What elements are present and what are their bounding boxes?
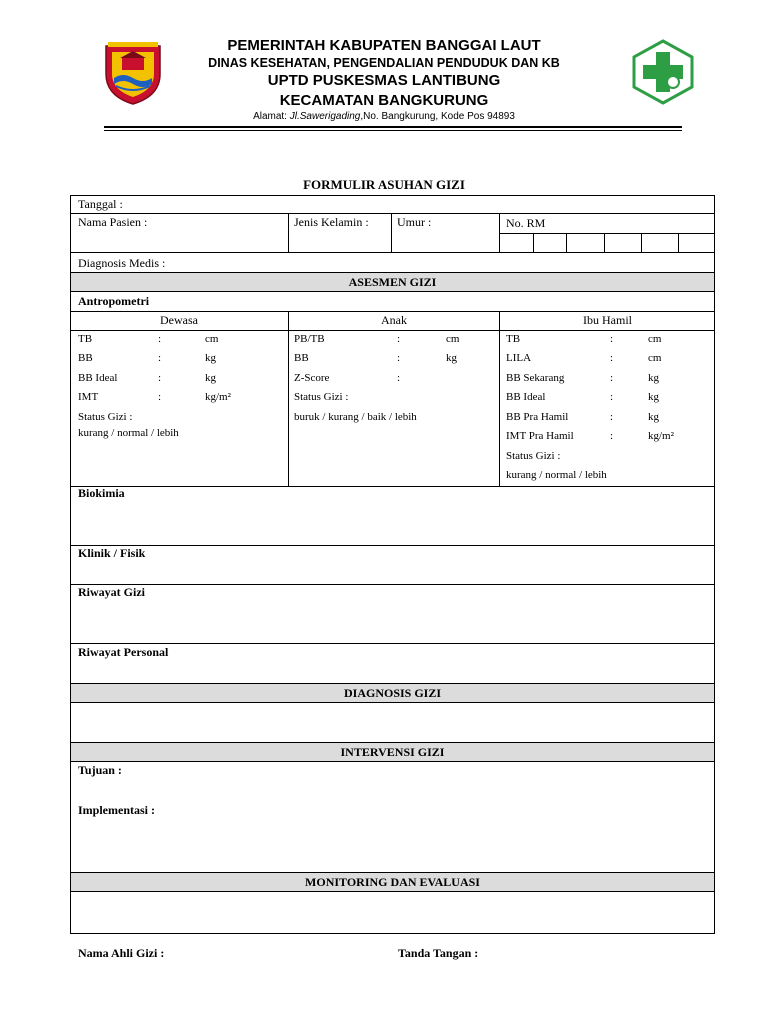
- umur-field[interactable]: Umur :: [397, 215, 432, 229]
- ibu-bb-ideal-unit: kg: [648, 391, 659, 403]
- nama-pasien-field[interactable]: Nama Pasien :: [78, 215, 148, 229]
- anak-pbtb-label: PB/TB: [294, 333, 325, 345]
- dewasa-tb-label: TB: [78, 333, 93, 345]
- anak-status-options[interactable]: buruk / kurang / baik / lebih: [294, 411, 417, 423]
- row-divider: [70, 545, 715, 546]
- ibu-bb-pra-hamil-label: BB Pra Hamil: [506, 411, 569, 423]
- row-divider: [70, 891, 715, 892]
- rm-box-divider: [604, 233, 605, 252]
- colon: :: [158, 391, 162, 403]
- tanda-tangan-label: Tanda Tangan :: [398, 946, 479, 960]
- district-title: KECAMATAN BANGKURUNG: [279, 92, 489, 109]
- section-intervensi-gizi: INTERVENSI GIZI: [71, 743, 714, 761]
- department-title: DINAS KESEHATAN, PENGENDALIAN PENDUDUK DAN KB: [208, 56, 560, 70]
- address: Alamat: Jl.Sawerigading,No. Bangkurung, Kode Pos 94893: [253, 111, 515, 122]
- tanggal-field[interactable]: Tanggal :: [78, 197, 123, 211]
- rm-box-divider: [533, 233, 534, 252]
- colon: :: [397, 333, 401, 345]
- section-diagnosis-gizi: DIAGNOSIS GIZI: [71, 684, 714, 702]
- row-divider: [70, 702, 715, 703]
- row-divider: [70, 761, 715, 762]
- dewasa-status-options[interactable]: kurang / normal / lebih: [78, 427, 179, 439]
- anak-bb-label: BB: [294, 352, 309, 364]
- dewasa-header: Dewasa: [160, 313, 198, 327]
- ibu-bb-sekarang-unit: kg: [648, 372, 659, 384]
- header-rule-thin: [104, 130, 682, 131]
- anak-header: Anak: [381, 313, 407, 327]
- row-divider: [70, 213, 715, 214]
- ibu-lila-label: LILA: [506, 352, 532, 364]
- anak-pbtb-unit: cm: [446, 333, 460, 345]
- anak-zscore-label: Z-Score: [294, 372, 330, 384]
- colon: :: [158, 333, 162, 345]
- dewasa-imt-label: IMT: [78, 391, 99, 403]
- government-title: PEMERINTAH KABUPATEN BANGGAI LAUT: [227, 37, 541, 54]
- ibu-imt-pra-hamil-unit: kg/m²: [648, 430, 674, 442]
- header-rule: [104, 126, 682, 128]
- colon: :: [397, 352, 401, 364]
- ibu-status-label: Status Gizi :: [506, 450, 561, 462]
- puskesmas-title: UPTD PUSKESMAS LANTIBUNG: [267, 72, 501, 89]
- colon: :: [158, 352, 162, 364]
- dewasa-bb-unit: kg: [205, 352, 216, 364]
- rm-box-divider: [641, 233, 642, 252]
- ibu-bb-sekarang-label: BB Sekarang: [506, 372, 565, 384]
- ibu-tb-label: TB: [506, 333, 521, 345]
- rm-box-divider: [566, 233, 567, 252]
- diagnosis-medis-field[interactable]: Diagnosis Medis :: [78, 256, 166, 270]
- dewasa-status-label: Status Gizi :: [78, 411, 133, 423]
- col-divider: [288, 311, 289, 486]
- col-divider: [499, 213, 500, 252]
- tujuan-label: Tujuan :: [78, 763, 122, 777]
- col-divider: [391, 213, 392, 252]
- anak-status-label: Status Gizi :: [294, 391, 349, 403]
- ibu-status-options[interactable]: kurang / normal / lebih: [506, 469, 607, 481]
- row-divider: [70, 643, 715, 644]
- implementasi-label: Implementasi :: [78, 803, 155, 817]
- ibu-bb-pra-hamil-unit: kg: [648, 411, 659, 423]
- row-divider: [70, 311, 715, 312]
- colon: :: [158, 372, 162, 384]
- section-monitoring-evaluasi: MONITORING DAN EVALUASI: [71, 873, 714, 891]
- section-asesmen-gizi: ASESMEN GIZI: [71, 273, 714, 291]
- no-rm-label: No. RM: [506, 216, 546, 230]
- rm-box-divider: [678, 233, 679, 252]
- ibu-bb-ideal-label: BB Ideal: [506, 391, 546, 403]
- dewasa-tb-unit: cm: [205, 333, 219, 345]
- colon: :: [610, 372, 614, 384]
- ibu-tb-unit: cm: [648, 333, 662, 345]
- colon: :: [610, 411, 614, 423]
- rm-divider: [499, 233, 715, 234]
- colon: :: [610, 333, 614, 345]
- dewasa-imt-unit: kg/m²: [205, 391, 231, 403]
- ibu-lila-unit: cm: [648, 352, 662, 364]
- ibu-imt-pra-hamil-label: IMT Pra Hamil: [506, 430, 574, 442]
- antropometri-label: Antropometri: [78, 294, 150, 308]
- ibu-hamil-header: Ibu Hamil: [583, 313, 632, 327]
- nama-ahli-gizi-label: Nama Ahli Gizi :: [78, 946, 165, 960]
- biokimia-label: Biokimia: [78, 486, 125, 500]
- row-divider: [70, 291, 715, 292]
- colon: :: [610, 352, 614, 364]
- col-divider: [288, 213, 289, 252]
- colon: :: [610, 391, 614, 403]
- dewasa-bb-ideal-label: BB Ideal: [78, 372, 118, 384]
- form-title: FORMULIR ASUHAN GIZI: [303, 177, 465, 192]
- row-divider: [70, 486, 715, 487]
- riwayat-personal-label: Riwayat Personal: [78, 645, 169, 659]
- colon: :: [610, 430, 614, 442]
- row-divider: [70, 330, 715, 331]
- colon: :: [397, 372, 401, 384]
- form-frame: [70, 195, 715, 934]
- row-divider: [70, 584, 715, 585]
- dewasa-bb-ideal-unit: kg: [205, 372, 216, 384]
- jenis-kelamin-field[interactable]: Jenis Kelamin :: [294, 215, 369, 229]
- row-divider: [70, 252, 715, 253]
- riwayat-gizi-label: Riwayat Gizi: [78, 585, 145, 599]
- anak-bb-unit: kg: [446, 352, 457, 364]
- dewasa-bb-label: BB: [78, 352, 93, 364]
- klinik-fisik-label: Klinik / Fisik: [78, 546, 146, 560]
- col-divider: [499, 311, 500, 486]
